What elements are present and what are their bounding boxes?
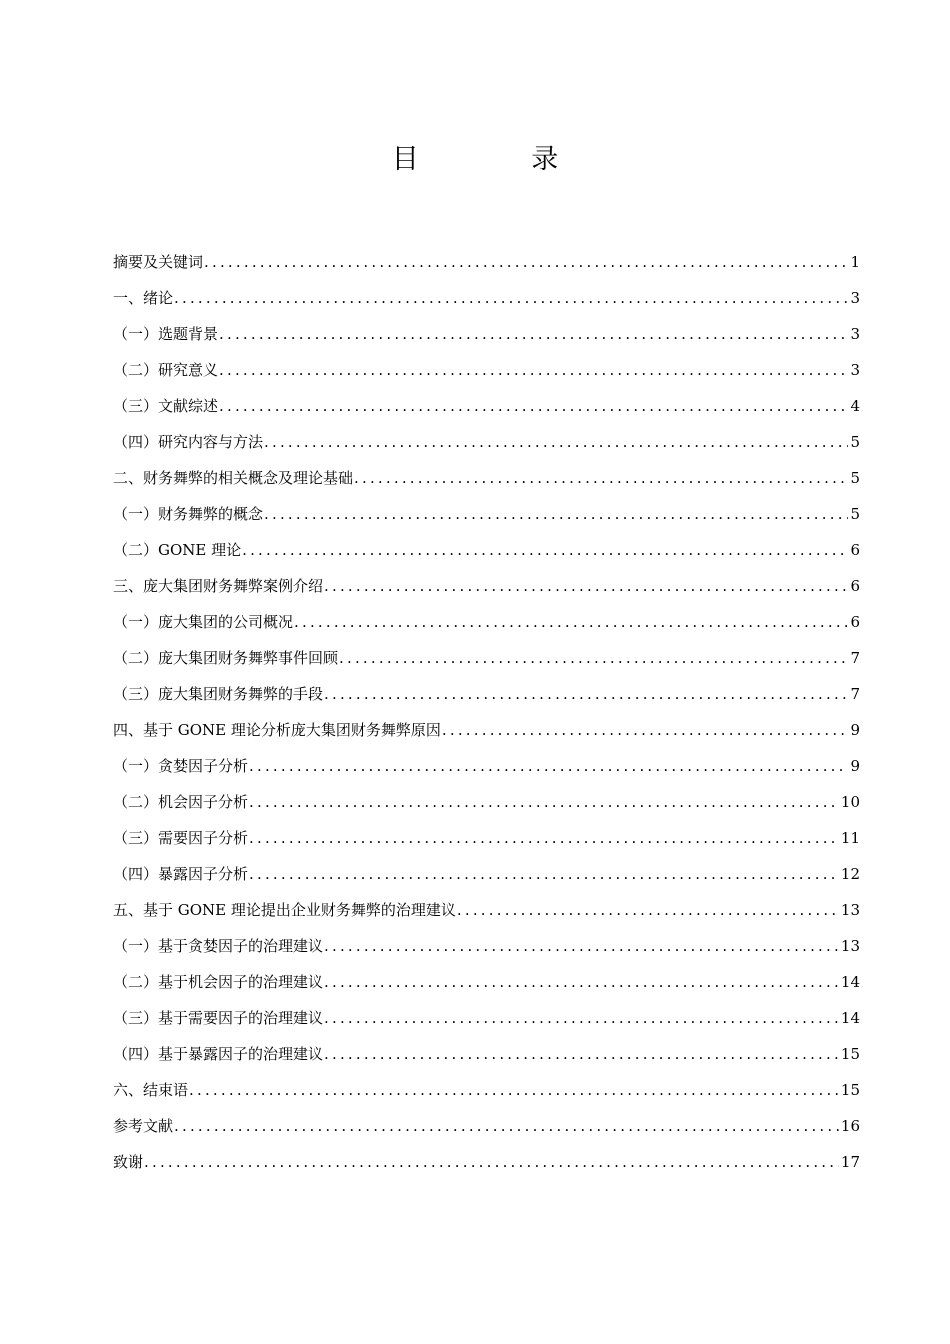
toc-leader-dots [248,792,839,812]
toc-entry[interactable] [113,488,860,524]
toc-leader-dots [248,828,839,848]
toc-entry-page: 6 [850,613,860,631]
toc-leader-dots [203,252,848,272]
toc-entry-page: 10 [840,793,860,811]
toc-entry-label: 三、庞大集团财务舞弊案例介绍 [113,577,324,595]
toc-entry[interactable] [113,884,860,920]
toc-leader-dots [173,288,848,308]
toc-entry-page: 6 [850,541,860,559]
toc-entry-label: （二）基于机会因子的治理建议 [113,973,324,991]
toc-entry-label: 二、财务舞弊的相关概念及理论基础 [113,469,354,487]
toc-entry-page: 3 [850,325,860,343]
toc-entry[interactable] [113,344,860,380]
toc-entry[interactable] [113,524,860,560]
toc-entry[interactable] [113,632,860,668]
toc-entry-label: （二）GONE 理论 [113,541,242,559]
toc-entry[interactable] [113,308,860,344]
toc-entry[interactable] [113,668,860,704]
toc-leader-dots [218,396,848,416]
toc-entry-page: 9 [850,757,860,775]
toc-entry[interactable] [113,560,860,596]
toc-entry[interactable] [113,236,860,272]
toc-entry[interactable] [113,380,860,416]
toc-entry-page: 16 [840,1117,860,1135]
toc-entry[interactable] [113,272,860,308]
toc-entry-page: 15 [840,1045,860,1063]
toc-leader-dots [441,720,849,740]
toc-leader-dots [456,900,839,920]
toc-entry[interactable] [113,992,860,1028]
toc-leader-dots [338,648,848,668]
toc-title: 目 录 [391,144,611,175]
toc-entry-label: （一）选题背景 [113,325,219,343]
toc-leader-dots [143,1152,839,1172]
toc-entry[interactable] [113,740,860,776]
toc-entry-label: 致谢 [113,1153,144,1171]
toc-entry-page: 5 [850,433,860,451]
toc-entry[interactable] [113,812,860,848]
toc-entry-label: （三）庞大集团财务舞弊的手段 [113,685,324,703]
toc-entry-label: 摘要及关键词 [113,253,204,271]
toc-entry-label: （二）研究意义 [113,361,219,379]
toc-entry-page: 3 [850,361,860,379]
toc-leader-dots [323,972,839,992]
toc-entry-label: 参考文献 [113,1117,174,1135]
toc-entry-label: （一）贪婪因子分析 [113,757,249,775]
toc-entry-page: 6 [850,577,860,595]
toc-entry-label: （四）研究内容与方法 [113,433,264,451]
toc-leader-dots [323,1008,839,1028]
toc-leader-dots [218,360,848,380]
toc-entry[interactable] [113,1100,860,1136]
toc-entry-page: 4 [850,397,860,415]
toc-entry-label: （二）机会因子分析 [113,793,249,811]
toc-entry[interactable] [113,920,860,956]
toc-entry-label: 六、结束语 [113,1081,189,1099]
toc-entry[interactable] [113,1136,860,1172]
toc-entry-label: （四）基于暴露因子的治理建议 [113,1045,324,1063]
toc-entry-label: （三）文献综述 [113,397,219,415]
toc-entry[interactable] [113,596,860,632]
toc-leader-dots [173,1116,839,1136]
toc-entry-page: 3 [850,289,860,307]
toc-entry[interactable] [113,452,860,488]
toc-leader-dots [293,612,848,632]
toc-entry-page: 7 [850,649,860,667]
toc-leader-dots [188,1080,839,1100]
toc-entry-page: 7 [850,685,860,703]
toc-entry-page: 13 [840,901,860,919]
toc-entry-label: （一）基于贪婪因子的治理建议 [113,937,324,955]
toc-entry-page: 12 [840,865,860,883]
toc-entry[interactable] [113,776,860,812]
toc-entry[interactable] [113,848,860,884]
toc-leader-dots [263,504,848,524]
toc-entry-label: （二）庞大集团财务舞弊事件回顾 [113,649,339,667]
toc-leader-dots [218,324,848,344]
toc-leader-dots [248,756,848,776]
toc-entry-page: 1 [850,253,860,271]
toc-entry-page: 14 [840,973,860,991]
table-of-contents [113,236,860,1172]
toc-entry-label: 一、绪论 [113,289,174,307]
toc-entry-page: 15 [840,1081,860,1099]
toc-entry[interactable] [113,956,860,992]
toc-leader-dots [323,576,848,596]
toc-leader-dots [248,864,839,884]
toc-entry[interactable] [113,1028,860,1064]
toc-entry-page: 13 [840,937,860,955]
toc-entry-label: 四、基于 GONE 理论分析庞大集团财务舞弊原因 [113,721,441,739]
toc-entry-page: 5 [850,469,860,487]
toc-leader-dots [263,432,848,452]
toc-entry-label: （一）财务舞弊的概念 [113,505,264,523]
toc-entry-label: 五、基于 GONE 理论提出企业财务舞弊的治理建议 [113,901,456,919]
toc-entry-label: （一）庞大集团的公司概况 [113,613,294,631]
toc-leader-dots [241,540,848,560]
toc-entry-page: 14 [840,1009,860,1027]
toc-entry-page: 11 [840,829,860,847]
toc-entry-label: （四）暴露因子分析 [113,865,249,883]
toc-entry-page: 5 [850,505,860,523]
toc-entry-label: （三）基于需要因子的治理建议 [113,1009,324,1027]
toc-entry[interactable] [113,416,860,452]
toc-entry-page: 9 [850,721,860,739]
toc-entry-page: 17 [840,1153,860,1171]
toc-leader-dots [353,468,848,488]
toc-entry[interactable] [113,704,860,740]
toc-entry-label: （三）需要因子分析 [113,829,249,847]
toc-leader-dots [323,1044,839,1064]
toc-leader-dots [323,684,848,704]
toc-entry[interactable] [113,1064,860,1100]
toc-leader-dots [323,936,839,956]
